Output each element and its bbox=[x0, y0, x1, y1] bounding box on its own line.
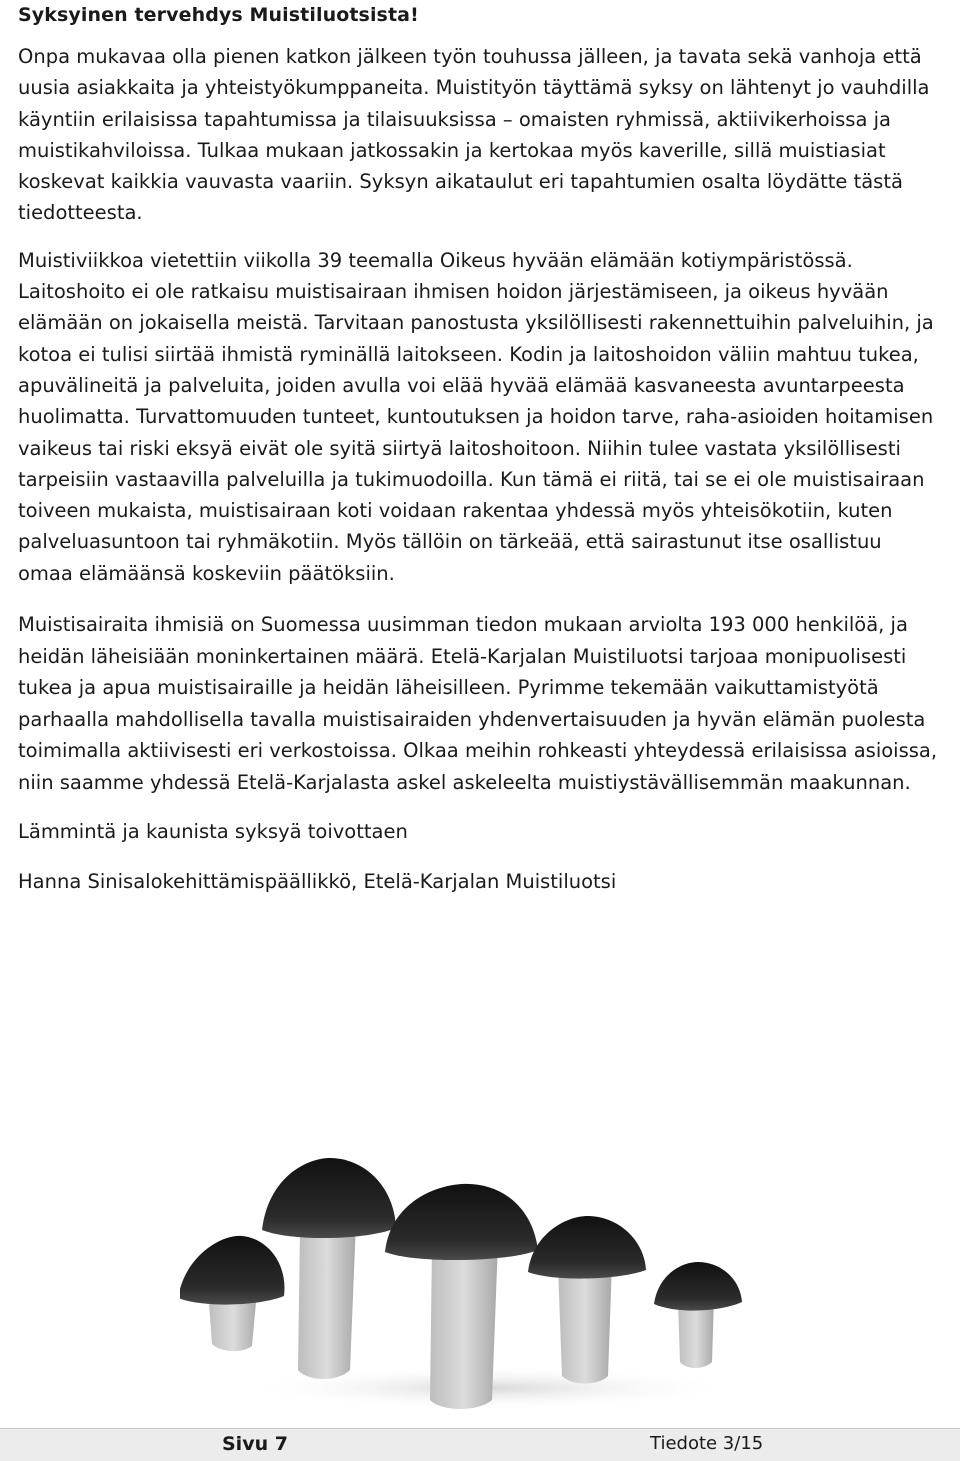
document-heading: Syksyinen tervehdys Muistiluotsista! bbox=[18, 4, 419, 26]
paragraph-intro: Onpa mukavaa olla pienen katkon jälkeen työn touhussa jälleen, ja tavata sekä vanhoja että uusia asiakkaita ja yhteistyökumppaneita. Muistityön täyttämä syksy on lähtenyt jo vauhdilla käyntiin erilaisissa tapahtumissa ja tilaisuuksissa – omaisten ryhmissä, aktiivikerhoissa ja muistikahviloissa. Tulkaa mukaan jatkossakin ja kertokaa myös kaverille, sillä muistiasiat koskevat kaikkia vauvasta vaariin. Syksyn aikataulut eri tapahtumien osalta löydätte tästä tiedotteesta. bbox=[18, 45, 930, 225]
closing-greeting: Lämmintä ja kaunista syksyä toivottaen bbox=[18, 819, 408, 843]
signature: Hanna Sinisalokehittämispäällikkö, Etelä-Karjalan Muistiluotsi bbox=[18, 870, 617, 894]
mushroom-small-right bbox=[654, 1262, 742, 1368]
page-number: Sivu 7 bbox=[222, 1433, 288, 1455]
mushroom-left bbox=[262, 1158, 396, 1379]
paragraph-muistiluotsi: Muistisairaita ihmisiä on Suomessa uusimman tiedon mukaan arviolta 193 000 henkilöä, ja heidän läheisiään moninkertainen määrä. Etelä-Karjalan Muistiluotsi tarjoaa monipuolisesti tukea ja apua muistisairaille ja heidän läheisilleen. Pyrimme tekemään vaikuttamistyötä parhaalla mahdollisella tavalla muistisairaiden yhdenvertaisuuden ja hyvän elämän puolesta toimimalla aktiivisesti eri verkostoissa. Olkaa meihin rohkeasti yhteydessä erilaisissa asioissa, niin saamme yhdessä Etelä-Karjalasta askel askeleelta muistiystävällisemmän maakunnan. bbox=[18, 613, 938, 795]
mushroom-small-left bbox=[180, 1236, 284, 1351]
bulletin-number: Tiedote 3/15 bbox=[650, 1433, 764, 1454]
mushroom-right bbox=[528, 1216, 646, 1384]
paragraph-memory-week: Muistiviikkoa vietettiin viikolla 39 teemalla Oikeus hyvään elämään kotiympäristössä. Laitoshoito ei ole ratkaisu muistisairaan ihmisen hoidon järjestämiseen, ja oikeus hyvään elämään on jokaisella meistä. Tarvitaan panostusta yksilöllisesti rakennettuihin palveluihin, ja kotoa ei tulisi siirtää ihmistä ryminällä laitokseen. Kodin ja laitoshoidon väliin mahtuu tukea, apuvälineitä ja palveluita, joiden avulla voi elää hyvää elämää kasvaneesta avuntarpeesta huolimatta. Turvattomuuden tunteet, kuntoutuksen ja hoidon tarve, raha-asioiden hoitamisen vaikeus tai riski eksyä eivät ole syitä siirtyä laitoshoitoon. Niihin tulee vastata yksilöllisesti tarpeisiin vastaavilla palveluilla ja tukimuodoilla. Kun tämä ei riitä, tai se ei ole muistisairaan toiveen mukaista, muistisairaan koti voidaan rakentaa yhdessä myös yhteisökotiin, kuten palveluasuntoon tai ryhmäkotiin. Myös tällöin on tärkeää, että sairastunut itse osallistuu omaa elämäänsä koskeviin päätöksiin. bbox=[18, 248, 934, 585]
page-footer bbox=[0, 1428, 960, 1461]
document-body bbox=[18, 0, 942, 898]
mushrooms-illustration-icon bbox=[180, 1150, 790, 1420]
